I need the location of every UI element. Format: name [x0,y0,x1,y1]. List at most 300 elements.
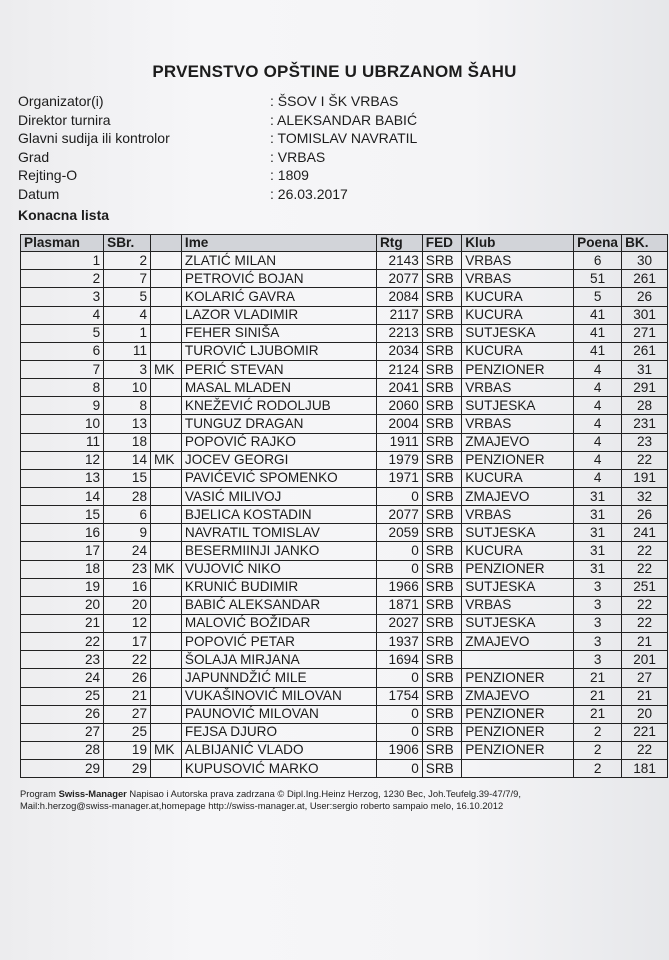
cell-title [151,651,182,669]
header-poena: Poena [574,235,622,252]
cell-rtg: 0 [376,705,422,723]
cell-fed: SRB [422,705,461,723]
cell-klub: KUCURA [462,469,574,487]
cell-poena: 31 [574,542,622,560]
cell-klub: SUTJESKA [462,524,574,542]
cell-title: MK [151,560,182,578]
info-label: Organizator(i) [18,93,104,109]
cell-bk: 261 [622,342,668,360]
cell-title [151,324,182,342]
cell-poena: 31 [574,488,622,506]
cell-poena: 6 [574,252,622,270]
cell-poena: 31 [574,524,622,542]
cell-rtg: 1971 [376,469,422,487]
cell-ime: NAVRATIL TOMISLAV [181,524,376,542]
cell-title [151,397,182,415]
table-row [21,542,668,560]
info-row [18,148,417,167]
cell-rtg: 2004 [376,415,422,433]
cell-fed: SRB [422,361,461,379]
cell-sbr: 18 [104,433,151,451]
table-row [21,379,668,397]
cell-ime: PETROVIĆ BOJAN [181,270,376,288]
table-row [21,651,668,669]
cell-fed: SRB [422,270,461,288]
footer-prefix: Program [20,788,59,799]
cell-bk: 21 [622,633,668,651]
cell-ime: MALOVIĆ BOŽIDAR [181,615,376,633]
info-value: : VRBAS [270,148,326,165]
info-value: : ALEKSANDAR BABIĆ [270,111,418,128]
table-row [21,451,668,469]
cell-ime: BESERMIINJI JANKO [181,542,376,560]
info-label: Grad [18,148,50,165]
cell-title [151,578,182,596]
cell-ime: TUNGUZ DRAGAN [181,415,376,433]
header-rtg: Rtg [376,235,422,252]
cell-sbr: 1 [104,324,151,342]
cell-fed: SRB [422,342,461,360]
cell-fed: SRB [422,451,461,469]
cell-poena: 3 [574,596,622,614]
cell-title [151,705,182,723]
cell-sbr: 8 [104,397,151,415]
cell-fed: SRB [422,578,461,596]
cell-ime: POPOVIĆ RAJKO [181,433,376,451]
cell-rtg: 2084 [376,288,422,306]
cell-sbr: 26 [104,669,151,687]
cell-fed: SRB [422,542,461,560]
table-row [21,705,668,723]
header-sbr: SBr. [104,235,151,252]
cell-rtg: 2059 [376,524,422,542]
cell-sbr: 23 [104,560,151,578]
cell-title [151,288,182,306]
cell-fed: SRB [422,506,461,524]
cell-klub: ZMAJEVO [462,433,574,451]
cell-fed: SRB [422,687,461,705]
cell-poena: 4 [574,361,622,379]
cell-ime: TUROVIĆ LJUBOMIR [181,342,376,360]
cell-plasman: 15 [21,506,104,524]
info-value: : TOMISLAV NAVRATIL [270,130,418,147]
cell-title [151,433,182,451]
cell-bk: 22 [622,542,668,560]
info-value: : ŠSOV I ŠK VRBAS [270,93,399,109]
cell-rtg: 2213 [376,324,422,342]
cell-plasman: 29 [21,760,104,778]
cell-rtg: 2041 [376,379,422,397]
cell-klub: PENZIONER [462,669,574,687]
cell-fed: SRB [422,615,461,633]
cell-plasman: 2 [21,270,104,288]
cell-rtg: 1871 [376,596,422,614]
info-label: Datum [18,185,60,202]
cell-title [151,469,182,487]
cell-sbr: 15 [104,469,151,487]
cell-ime: KNEŽEVIĆ RODOLJUB [181,397,376,415]
cell-rtg: 0 [376,669,422,687]
cell-poena: 4 [574,451,622,469]
cell-plasman: 14 [21,488,104,506]
cell-ime: ŠOLAJA MIRJANA [181,651,376,669]
cell-fed: SRB [422,723,461,741]
cell-title [151,506,182,524]
cell-bk: 271 [622,324,668,342]
cell-plasman: 11 [21,433,104,451]
cell-rtg: 2117 [376,306,422,324]
cell-bk: 221 [622,723,668,741]
cell-sbr: 7 [104,270,151,288]
table-row [21,270,668,288]
cell-klub [462,651,574,669]
cell-poena: 3 [574,651,622,669]
cell-sbr: 3 [104,361,151,379]
cell-fed: SRB [422,524,461,542]
table-row [21,506,668,524]
cell-klub: PENZIONER [462,451,574,469]
cell-klub: PENZIONER [462,742,574,760]
table-header-row [21,235,668,252]
cell-poena: 2 [574,723,622,741]
cell-poena: 41 [574,306,622,324]
cell-rtg: 2027 [376,615,422,633]
cell-sbr: 19 [104,742,151,760]
cell-rtg: 0 [376,560,422,578]
cell-klub: KUCURA [462,288,574,306]
cell-fed: SRB [422,742,461,760]
cell-plasman: 21 [21,615,104,633]
cell-klub: PENZIONER [462,361,574,379]
cell-rtg: 2124 [376,361,422,379]
cell-sbr: 28 [104,488,151,506]
cell-poena: 4 [574,397,622,415]
cell-title [151,633,182,651]
tournament-info [18,92,417,204]
cell-plasman: 28 [21,742,104,760]
header-title [151,235,182,252]
table-row [21,615,668,633]
cell-klub: VRBAS [462,379,574,397]
cell-bk: 231 [622,415,668,433]
info-label: Direktor turnira [18,111,111,128]
cell-sbr: 11 [104,342,151,360]
cell-poena: 4 [574,469,622,487]
cell-plasman: 20 [21,596,104,614]
cell-title [151,270,182,288]
cell-bk: 22 [622,451,668,469]
cell-plasman: 24 [21,669,104,687]
cell-ime: KUPUSOVIĆ MARKO [181,760,376,778]
table-row [21,288,668,306]
cell-title [151,596,182,614]
cell-poena: 4 [574,415,622,433]
cell-rtg: 2077 [376,506,422,524]
cell-sbr: 27 [104,705,151,723]
table-row [21,361,668,379]
cell-bk: 22 [622,615,668,633]
cell-klub: VRBAS [462,596,574,614]
cell-bk: 21 [622,687,668,705]
footer-line-1 [20,788,521,800]
cell-sbr: 25 [104,723,151,741]
cell-ime: PAUNOVIĆ MILOVAN [181,705,376,723]
cell-ime: VASIĆ MILIVOJ [181,488,376,506]
cell-plasman: 17 [21,542,104,560]
cell-ime: ZLATIĆ MILAN [181,252,376,270]
cell-fed: SRB [422,433,461,451]
cell-title [151,415,182,433]
cell-bk: 22 [622,596,668,614]
cell-sbr: 22 [104,651,151,669]
cell-poena: 2 [574,760,622,778]
cell-poena: 21 [574,687,622,705]
cell-plasman: 4 [21,306,104,324]
cell-title [151,379,182,397]
cell-poena: 21 [574,669,622,687]
cell-bk: 26 [622,506,668,524]
page-title: PRVENSTVO OPŠTINE U UBRZANOM ŠAHU [152,62,517,81]
cell-plasman: 1 [21,252,104,270]
table-row [21,524,668,542]
table-row [21,324,668,342]
cell-rtg: 1694 [376,651,422,669]
cell-poena: 41 [574,324,622,342]
table-row [21,342,668,360]
cell-fed: SRB [422,469,461,487]
cell-fed: SRB [422,306,461,324]
cell-klub: KUCURA [462,306,574,324]
cell-fed: SRB [422,288,461,306]
cell-fed: SRB [422,488,461,506]
cell-bk: 20 [622,705,668,723]
cell-sbr: 13 [104,415,151,433]
cell-bk: 27 [622,669,668,687]
table-row [21,633,668,651]
cell-rtg: 1966 [376,578,422,596]
cell-rtg: 2034 [376,342,422,360]
info-value: : 1809 [270,167,309,184]
cell-plasman: 5 [21,324,104,342]
cell-plasman: 19 [21,578,104,596]
cell-klub: SUTJESKA [462,397,574,415]
cell-poena: 21 [574,705,622,723]
cell-klub [462,760,574,778]
cell-rtg: 1979 [376,451,422,469]
table-row [21,488,668,506]
cell-ime: BJELICA KOSTADIN [181,506,376,524]
table-row [21,723,668,741]
cell-bk: 31 [622,361,668,379]
cell-klub: KUCURA [462,542,574,560]
cell-sbr: 24 [104,542,151,560]
table-row [21,578,668,596]
cell-klub: SUTJESKA [462,615,574,633]
cell-rtg: 1911 [376,433,422,451]
cell-sbr: 2 [104,252,151,270]
info-row [18,185,417,204]
cell-title [151,252,182,270]
cell-ime: KOLARIĆ GAVRA [181,288,376,306]
cell-rtg: 1906 [376,742,422,760]
cell-rtg: 0 [376,542,422,560]
cell-ime: JOCEV GEORGI [181,451,376,469]
cell-sbr: 20 [104,596,151,614]
cell-title [151,760,182,778]
info-label: Glavni sudija ili kontrolor [18,130,170,147]
cell-sbr: 29 [104,760,151,778]
cell-fed: SRB [422,324,461,342]
list-heading: Konacna lista [18,207,110,223]
cell-ime: LAZOR VLADIMIR [181,306,376,324]
table-row [21,596,668,614]
cell-poena: 51 [574,270,622,288]
cell-rtg: 2060 [376,397,422,415]
cell-sbr: 6 [104,506,151,524]
table-row [21,252,668,270]
cell-plasman: 23 [21,651,104,669]
cell-ime: MASAL MLADEN [181,379,376,397]
table-row [21,397,668,415]
cell-plasman: 3 [21,288,104,306]
cell-bk: 23 [622,433,668,451]
cell-bk: 22 [622,560,668,578]
cell-fed: SRB [422,379,461,397]
cell-klub: ZMAJEVO [462,687,574,705]
cell-klub: VRBAS [462,252,574,270]
cell-sbr: 14 [104,451,151,469]
cell-fed: SRB [422,397,461,415]
cell-fed: SRB [422,560,461,578]
cell-plasman: 16 [21,524,104,542]
cell-klub: PENZIONER [462,723,574,741]
cell-poena: 3 [574,633,622,651]
cell-fed: SRB [422,633,461,651]
cell-poena: 2 [574,742,622,760]
cell-title: MK [151,361,182,379]
cell-plasman: 27 [21,723,104,741]
header-ime: Ime [181,235,376,252]
table-row [21,560,668,578]
cell-poena: 5 [574,288,622,306]
cell-poena: 41 [574,342,622,360]
cell-poena: 31 [574,506,622,524]
cell-klub: VRBAS [462,506,574,524]
cell-ime: VUKAŠINOVIĆ MILOVAN [181,687,376,705]
cell-rtg: 0 [376,723,422,741]
info-value: : 26.03.2017 [270,185,348,202]
cell-ime: ALBIJANIĆ VLADO [181,742,376,760]
cell-plasman: 25 [21,687,104,705]
cell-plasman: 22 [21,633,104,651]
header-klub: Klub [462,235,574,252]
table-row [21,687,668,705]
cell-rtg: 1754 [376,687,422,705]
cell-bk: 251 [622,578,668,596]
cell-sbr: 12 [104,615,151,633]
info-row [18,111,417,130]
cell-sbr: 16 [104,578,151,596]
footer-program-name: Swiss-Manager [58,788,127,799]
cell-plasman: 18 [21,560,104,578]
cell-rtg: 1937 [376,633,422,651]
table-row [21,742,668,760]
results-table [20,234,668,778]
table-row [21,760,668,778]
cell-sbr: 5 [104,288,151,306]
table-row [21,433,668,451]
header-plasman: Plasman [21,235,104,252]
cell-rtg: 0 [376,488,422,506]
cell-bk: 191 [622,469,668,487]
cell-bk: 301 [622,306,668,324]
cell-plasman: 9 [21,397,104,415]
header-bk: BK. [622,235,668,252]
cell-klub: ZMAJEVO [462,633,574,651]
cell-fed: SRB [422,669,461,687]
cell-klub: PENZIONER [462,705,574,723]
cell-ime: FEHER SINIŠA [181,324,376,342]
cell-klub: PENZIONER [462,560,574,578]
cell-bk: 26 [622,288,668,306]
table-row [21,469,668,487]
cell-ime: BABIĆ ALEKSANDAR [181,596,376,614]
cell-klub: SUTJESKA [462,578,574,596]
cell-plasman: 26 [21,705,104,723]
cell-ime: VUJOVIĆ NIKO [181,560,376,578]
cell-plasman: 8 [21,379,104,397]
cell-poena: 31 [574,560,622,578]
cell-sbr: 17 [104,633,151,651]
cell-title [151,342,182,360]
cell-fed: SRB [422,760,461,778]
footer-copyright: Napisao i Autorska prava zadrzana © Dipl.Ing.Heinz Herzog, 1230 Bec, Joh.Teufelg.39-47/7/9, [126,788,521,799]
cell-klub: VRBAS [462,415,574,433]
cell-klub: VRBAS [462,270,574,288]
cell-fed: SRB [422,651,461,669]
info-row [18,129,417,148]
cell-bk: 181 [622,760,668,778]
cell-plasman: 12 [21,451,104,469]
cell-rtg: 2143 [376,252,422,270]
cell-bk: 30 [622,252,668,270]
footer-line-2: Mail:h.herzog@swiss-manager.at,homepage http://swiss-manager.at, User:sergio roberto sampaio melo, 16.10.2012 [20,800,504,811]
cell-bk: 32 [622,488,668,506]
cell-title [151,306,182,324]
cell-sbr: 9 [104,524,151,542]
cell-sbr: 21 [104,687,151,705]
cell-bk: 261 [622,270,668,288]
cell-title: MK [151,451,182,469]
cell-poena: 4 [574,379,622,397]
cell-klub: ZMAJEVO [462,488,574,506]
cell-ime: PAVIĆEVIĆ SPOMENKO [181,469,376,487]
cell-title [151,542,182,560]
cell-title [151,669,182,687]
header-fed: FED [422,235,461,252]
table-row [21,669,668,687]
cell-klub: KUCURA [462,342,574,360]
cell-plasman: 13 [21,469,104,487]
info-row [18,166,417,185]
cell-title [151,723,182,741]
cell-bk: 241 [622,524,668,542]
cell-rtg: 2077 [376,270,422,288]
cell-title [151,488,182,506]
cell-fed: SRB [422,252,461,270]
cell-fed: SRB [422,596,461,614]
cell-sbr: 4 [104,306,151,324]
